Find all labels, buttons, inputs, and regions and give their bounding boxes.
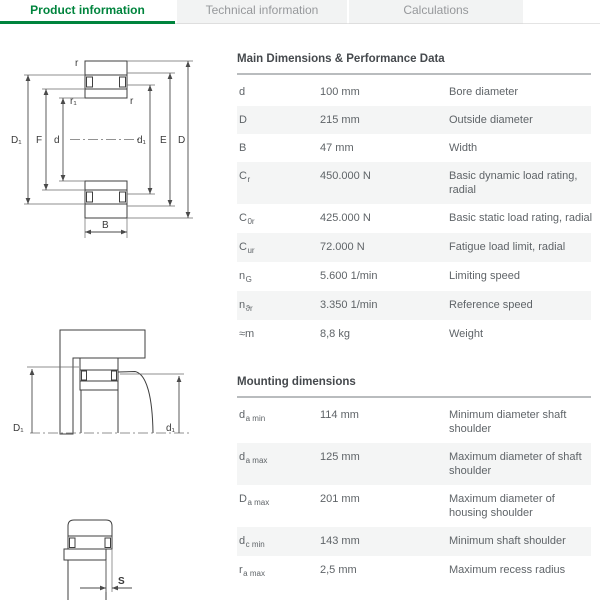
symbol-cell: $C_r$ [239,170,251,184]
tab-technical-information[interactable]: Technical information [177,0,347,24]
description-cell: Basic dynamic load rating, radial [449,170,578,196]
table-row [237,320,591,348]
symbol-subscript: ur [247,245,255,255]
description-cell: Basic static load rating, radial [449,212,593,224]
value-cell: 2,5 mm [320,564,357,576]
symbol-cell: $D_{a max}$ [239,493,270,507]
dim-label-d1: d₁ [137,135,146,146]
section-title-main-dimensions: Main Dimensions & Performance Data [237,53,445,65]
value-cell: 450.000 N [320,170,371,182]
symbol-subscript: a max [247,497,270,507]
dim-label-D1: D₁ [11,135,22,146]
symbol-cell: $d_{a max}$ [239,451,268,465]
table-row [237,401,591,443]
dim-label-r-right: r [130,96,134,107]
description-cell: Maximum diameter of shaft shoulder [449,451,582,477]
symbol-subscript: a max [243,568,265,578]
value-cell: 215 mm [320,114,360,126]
symbol-cell: $d_{c min}$ [239,535,265,549]
table-row [237,556,591,585]
table-row [237,291,591,320]
dim-label-B: B [102,220,109,231]
table-row [237,162,591,204]
value-cell: 425.000 N [320,212,371,224]
value-cell: 3.350 1/min [320,299,378,311]
description-cell: Outside diameter [449,114,533,126]
symbol-cell: $n_{ϑr}$ [239,299,253,313]
value-cell: 100 mm [320,86,360,98]
mounting-abutment-drawing [5,322,200,440]
table-row [237,527,591,556]
description-cell: Maximum recess radius [449,564,566,576]
value-cell: 114 mm [320,409,359,421]
mounting-dimensions-table [237,401,591,585]
section-title-mounting-dimensions: Mounting dimensions [237,376,356,388]
description-cell: Fatigue load limit, radial [449,241,566,253]
symbol-subscript: 0r [247,216,255,226]
main-dimensions-table [237,78,591,348]
symbol-subscript: ϑr [245,303,253,313]
symbol-cell: ≈m [239,328,255,340]
dim-label-r1: r₁ [70,96,77,107]
description-cell: Minimum diameter shaft shoulder [449,409,567,435]
description-cell: Weight [449,328,484,340]
table-row [237,233,591,262]
symbol-cell: d [239,86,246,98]
table-row [237,106,591,134]
housing-section [60,330,145,434]
symbol-cell: B [239,142,247,154]
dim-label-D: D [178,135,186,146]
shaft-section [81,390,118,433]
symbol-cell: $C_{ur}$ [239,241,255,255]
shaft-section [68,560,106,600]
table-row [237,262,591,291]
description-cell: Minimum shaft shoulder [449,535,566,547]
table-row [237,78,591,106]
symbol-cell: D [239,114,247,126]
symbol-subscript: a min [245,413,266,423]
symbol-cell: $C_{0r}$ [239,212,255,226]
value-cell: 72.000 N [320,241,365,253]
dim-label-E: E [160,135,167,146]
section-rule [237,396,591,398]
value-cell: 201 mm [320,493,360,505]
symbol-cell: $n_G$ [239,270,252,284]
tab-calculations[interactable]: Calculations [349,0,523,24]
symbol-subscript: r [247,174,251,184]
section-rule [237,73,591,75]
bearing-cross-section-drawing [8,48,208,248]
value-cell: 8,8 kg [320,328,350,340]
symbol-subscript: G [245,274,252,284]
description-cell: Limiting speed [449,270,520,282]
symbol-subscript: c min [245,539,265,549]
symbol-cell: $d_{a min}$ [239,409,266,423]
description-cell: Reference speed [449,299,533,311]
shaft-shoulder [118,372,153,434]
description-cell: Maximum diameter of housing shoulder [449,493,555,519]
value-cell: 47 mm [320,142,354,154]
dim-label-d1: d₁ [166,423,175,434]
table-row [237,443,591,485]
table-row [237,134,591,162]
description-cell: Bore diameter [449,86,519,98]
tab-bar [0,0,600,24]
axial-displacement-drawing [40,505,175,600]
table-row [237,485,591,527]
description-cell: Width [449,142,478,154]
dim-label-d: d [54,135,60,146]
symbol-subscript: a max [245,455,268,465]
dim-label-r-top: r [75,58,79,69]
dim-label-S: S [118,576,125,587]
table-row [237,204,591,233]
value-cell: 143 mm [320,535,360,547]
dim-label-F: F [36,135,43,146]
dim-label-D1: D₁ [13,423,24,434]
product-data-panel [237,24,591,585]
value-cell: 125 mm [320,451,360,463]
symbol-cell: $r_{a max}$ [239,564,265,578]
tab-product-information[interactable]: Product information [0,0,175,24]
value-cell: 5.600 1/min [320,270,378,282]
